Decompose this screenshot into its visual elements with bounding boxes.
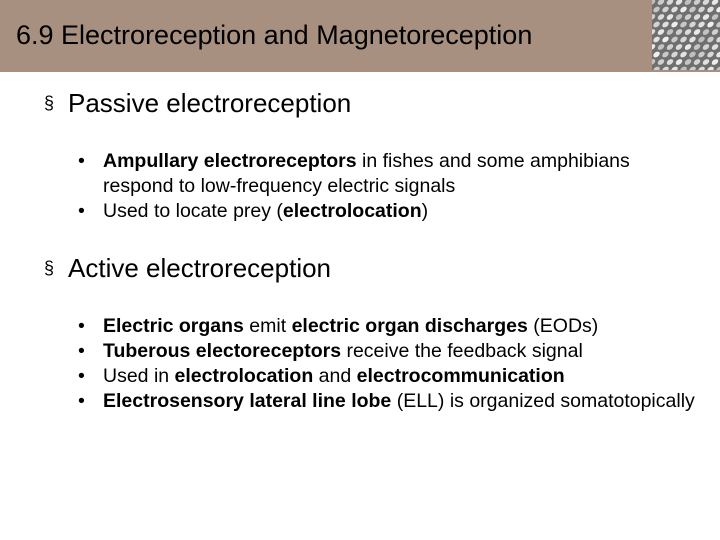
bold-text-run: electrolocation (174, 365, 314, 387)
bold-text-run: electrocommunication (356, 365, 565, 387)
section-heading-active (44, 253, 331, 284)
scales-texture-image (652, 0, 720, 70)
section-marker-icon: § (44, 93, 55, 113)
bullet-text (103, 390, 695, 412)
text-run: emit (243, 315, 292, 337)
active-bullet-list (76, 314, 695, 414)
passive-bullet-list (76, 149, 676, 224)
title-bar (0, 0, 720, 72)
bold-text-run: Electric organs (103, 315, 244, 337)
bullet-text (103, 340, 583, 362)
bullet-text (103, 365, 565, 387)
text-run: in fishes and some amphibians respond to low-frequency electric signals (103, 150, 630, 197)
list-item (76, 339, 643, 364)
section-heading-text: Active electroreception (68, 253, 332, 283)
bullet-text (103, 150, 630, 197)
list-item (76, 149, 676, 199)
section-marker-icon: § (44, 258, 55, 278)
bold-text-run: electrolocation (282, 200, 422, 222)
list-item (76, 199, 676, 224)
text-run: Used in (103, 365, 175, 387)
list-item (76, 314, 633, 339)
section-heading-text: Passive electroreception (68, 88, 352, 118)
scales-texture-graphic (652, 0, 720, 70)
text-run: receive the feedback signal (341, 340, 583, 362)
text-run: (ELL) is organized somatotopically (391, 390, 695, 412)
bullet-text (103, 315, 598, 337)
text-run: ) (421, 200, 429, 222)
slide-title: 6.9 Electroreception and Magnetoreception (16, 20, 533, 50)
text-run: Used to locate prey ( (103, 200, 283, 222)
list-item (76, 364, 682, 389)
bold-text-run: Ampullary electroreceptors (103, 150, 357, 172)
list-item (76, 389, 703, 414)
bold-text-run: electric organ discharges (291, 315, 528, 337)
text-run: (EODs) (527, 315, 599, 337)
text-run: and (313, 365, 357, 387)
bold-text-run: Tuberous electoreceptors (103, 340, 342, 362)
bold-text-run: Electrosensory lateral line lobe (103, 390, 392, 412)
section-heading-passive (44, 88, 351, 119)
bullet-text (103, 200, 428, 222)
